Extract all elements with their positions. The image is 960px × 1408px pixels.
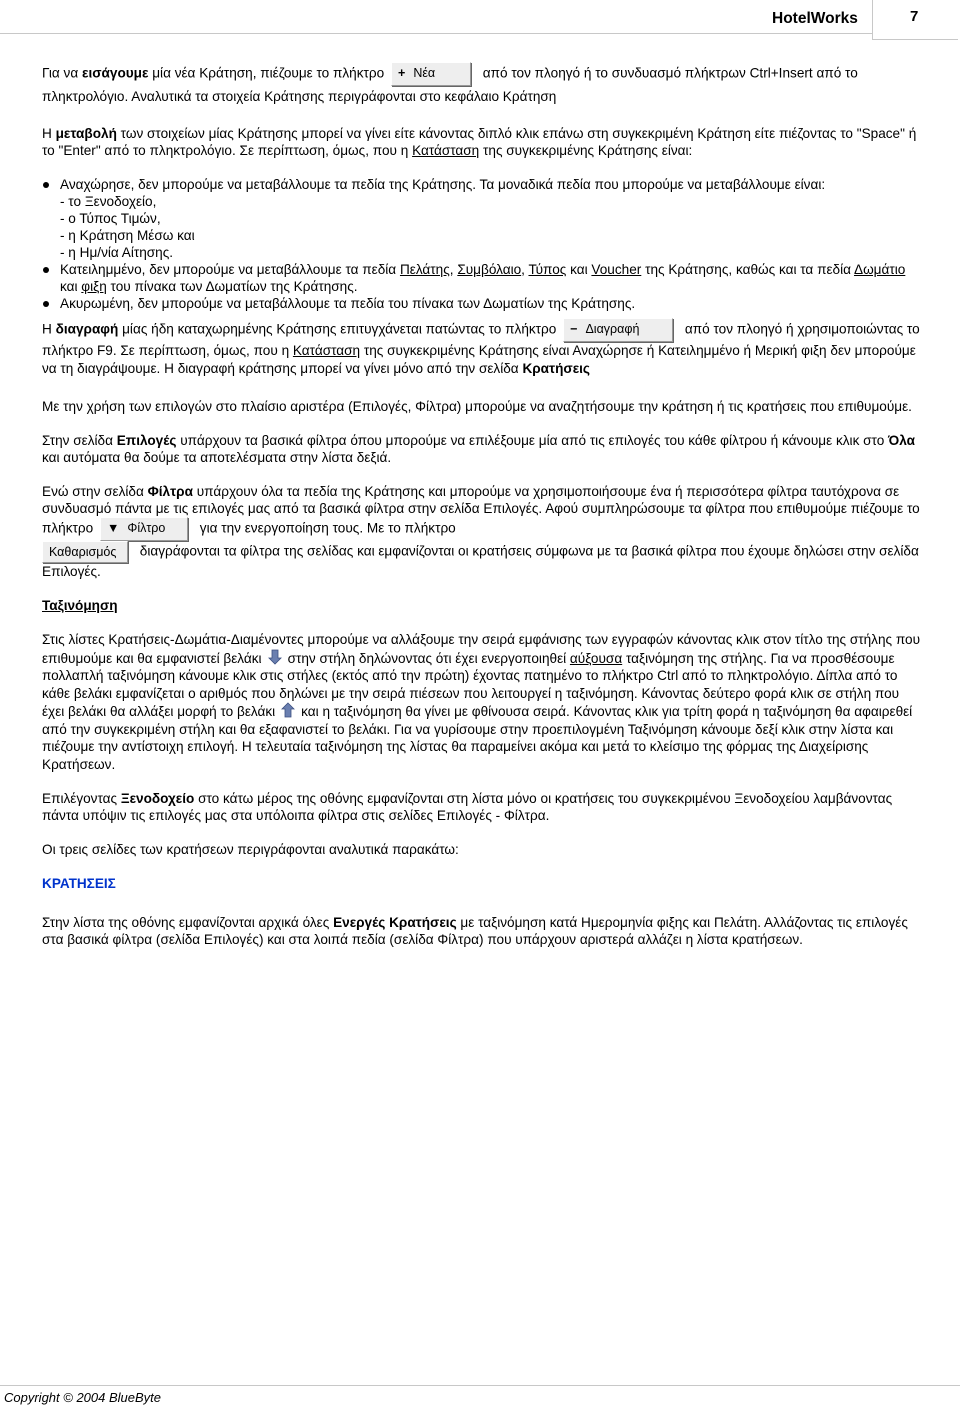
footer-rule [0, 1385, 960, 1386]
delete-button-image: − Διαγραφή [563, 318, 673, 342]
list-item: Αναχώρησε, δεν μπορούμε να μεταβάλλουμε τα πεδία της Κράτησης. Τα μοναδικά πεδία που μπορούμε να μεταβάλλουμε είναι: - το Ξενοδοχείο, - ο Τύπος Τιμών, - η Κράτηση Μέσω και - η Ημ/νία Αίτησης. [42, 176, 922, 261]
minus-icon: − [570, 322, 578, 336]
page-number: 7 [910, 8, 919, 25]
sort-descending-arrow-icon [281, 702, 295, 718]
paragraph-pages: Οι τρεις σελίδες των κρατήσεων περιγράφονται αναλυτικά παρακάτω: [42, 842, 459, 857]
clear-button-image: Καθαρισμός [42, 541, 128, 563]
paragraph-filters: Ενώ στην σελίδα Φίλτρα υπάρχουν όλα τα πεδία της Κράτησης και μπορούμε να χρησιμοποιήσουμε ένα ή περισσότερα φίλτρα ταυτόχρονα σε συνδυασμό πάντα με τις επιλογές μας από τα βασικά φίλτρα στην σελίδα Επιλογές. Αφού συμπληρώσουμε τα φίλτρα που επιθυμούμε πιέζουμε το πλήκτρο ▼ Φίλτρο για την ενεργοποίηση τους. Με το πλήκτρο Καθαρισμός διαγράφονται τα φίλτρα της σελίδας και εμφανίζονται οι κρατήσεις σύμφωνα με τα βασικά φίλτρα που έχουμε δηλώσει στην σελίδα Επιλογές. [42, 484, 920, 579]
paragraph-modify: Η μεταβολή των στοιχείων μίας Κράτησης μπορεί να γίνει είτε κάνοντας διπλό κλικ επάνω στη συγκεκριμένη Κράτηση είτε πιέζοντας το "Space" ή το "Enter" από το πληκτρολόγιο. Σε περίπτωση, όμως, που η Κατάσταση της συγκεκριμένης Κράτησης είναι: [42, 126, 917, 158]
paragraph-sorting: Στις λίστες Κρατήσεις-Δωμάτια-Διαμένοντες μπορούμε να αλλάξουμε την σειρά εμφάνισης των εγγραφών κάνοντας κλικ στον τίτλο της στήλης που επιθυμούμε και θα εμφανιστεί βελάκι στην στήλη δηλώνοντας ότι έχει ενεργοποιηθεί αύξουσα ταξινόμηση της στήλης. Για να προσθέσουμε πολλαπλή ταξινόμηση κάνουμε κλικ στις στήλες (εκτός από την πρώτη) έχοντας πατημένο το πλήκτρο Ctrl από το πληκτρολόγιο. Δίπλα από το κάθε βελάκι εμφανίζεται ο αριθμός που δηλώνει με την σειρά πιέσεων που λειτουργεί η ταξινόμηση. Κάνοντας δεύτερο φορά κλικ σε στήλη που έχει βελάκι θα αλλάξει μορφή το βελάκι και η ταξινόμηση θα γίνει με φθίνουσα σειρά. Κάνοντας κλικ για τρίτη φορά η ταξινόμηση θα αφαιρεθεί από την συγκεκριμένη στήλη και θα εξαφανιστεί το βελάκι. Για να γυρίσουμε στην προεπιλογμένη Ταξινόμηση κάνουμε δεξί κλικ στην λίστα και πιέζουμε την αντίστοιχη επιλογή. Η τελευταία ταξινόμηση της λίστας θα παραμείνει ακόμα και μετά το κλείσιμο της φόρμας της Διαχείρισης Κρατήσεων. [42, 632, 921, 772]
filter-button-image: ▼ Φίλτρο [100, 517, 188, 541]
paragraph-reservations: Στην λίστα της οθόνης εμφανίζονται αρχικά όλες Ενεργές Κρατήσεις με ταξινόμηση κατά Ημερομηνία φιξης και Πελάτη. Αλλάζοντας τις επιλογές στα βασικά φίλτρα (σελίδα Επιλογές) και στα λοιπά πεδία (σελίδα Φίλτρα) που υπάρχουν αριστερά αλλάζει η λίστα κρατήσεων. [42, 915, 908, 947]
status-list [42, 176, 922, 312]
plus-icon: + [398, 66, 406, 80]
section-heading: ΚΡΑΤΗΣΕΙΣ [42, 876, 116, 891]
funnel-icon: ▼ [106, 521, 120, 535]
paragraph-hotel: Επιλέγοντας Ξενοδοχείο στο κάτω μέρος της οθόνης εμφανίζονται στη λίστα μόνο οι κρατήσεις του συγκεκριμένου Ξενοδοχείου λαμβάνοντας πάντα υπόψιν τις επιλογές μας στα υπόλοιπα φίλτρα στις σελίδες Επιλογές - Φίλτρα. [42, 791, 893, 823]
new-button-image: + Νέα [391, 62, 471, 86]
paragraph-choices: Στην σελίδα Επιλογές υπάρχουν τα βασικά φίλτρα όπου μπορούμε να επιλέξουμε μία από τις επιλογές του κάθε φίλτρου ή κάνουμε κλικ στο Όλα και αυτόματα θα δούμε τα αποτελέσματα στην λίστα δεξιά. [42, 433, 916, 465]
paragraph-options: Με την χρήση των επιλογών στο πλαίσιο αριστέρα (Επιλογές, Φίλτρα) μπορούμε να αναζητήσουμε την κράτηση ή τις κρατήσεις που επιθυμούμε. [42, 399, 912, 414]
list-item: Ακυρωμένη, δεν μπορούμε να μεταβάλλουμε τα πεδία του πίνακα των Δωματίων της Κράτησης. [42, 295, 922, 312]
sort-ascending-arrow-icon [268, 649, 282, 665]
document-body [42, 62, 922, 965]
paragraph-delete: Η διαγραφή μίας ήδη καταχωρημένης Κράτησης επιτυγχάνεται πατώντας το πλήκτρο − Διαγραφή από τον πλοηγό ή χρησιμοποιώντας το πλήκτρο F9. Σε περίπτωση, όμως, που η Κατάσταση της συγκεκριμένης Κράτησης είναι Αναχώρησε ή Κατειλημμένο ή Μερική φιξη δεν μπορούμε να τη διαγράψουμε. Η διαγραφή κράτησης μπορεί να γίνει μόνο από την σελίδα Κρατήσεις [42, 318, 922, 378]
header-title: HotelWorks [772, 10, 858, 27]
list-item: Κατειλημμένο, δεν μπορούμε να μεταβάλλουμε τα πεδία Πελάτης, Συμβόλαιο, Τύπος και Voucher της Κράτησης, καθώς και τα πεδία Δωμάτιο και φιξη του πίνακα των Δωματίων της Κράτησης. [42, 261, 922, 295]
sort-heading: Ταξινόμηση [42, 598, 118, 613]
paragraph-insert: Για να εισάγουμε μία νέα Κράτηση, πιέζουμε το πλήκτρο + Νέα από τον πλοηγό ή το συνδυασμό πλήκτρων Ctrl+Insert από το πληκτρολόγιο. Αναλυτικά τα στοιχεία Κράτησης περιγράφονται στο κεφάλαιο Κράτηση [42, 62, 922, 108]
header-rule [0, 33, 872, 34]
footer-copyright: Copyright © 2004 BlueByte [4, 1390, 162, 1405]
